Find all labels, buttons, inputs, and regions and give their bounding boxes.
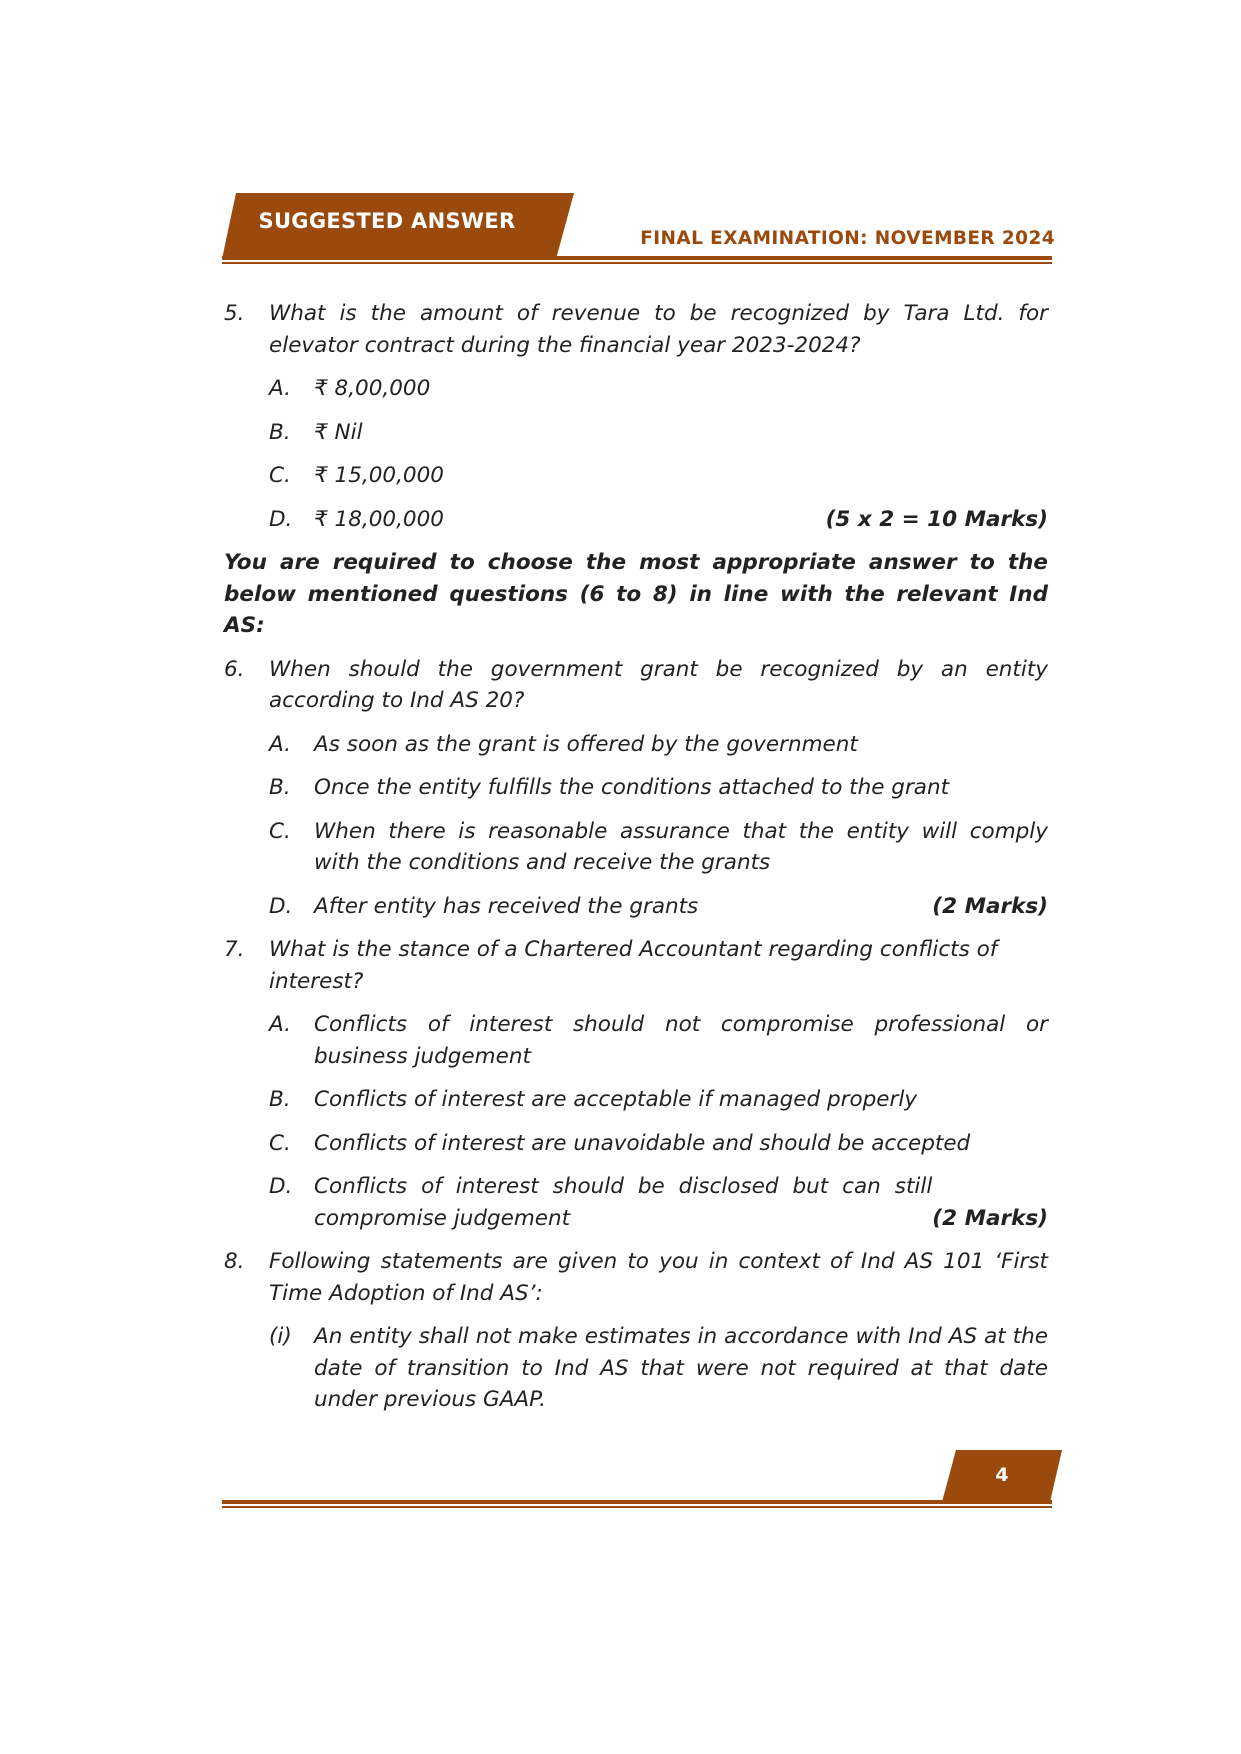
- option-text: ₹ 8,00,000: [314, 376, 431, 401]
- question-8: [224, 1246, 1048, 1309]
- option-text: As soon as the grant is offered by the government: [314, 731, 858, 757]
- option-text: Once the entity fulfills the conditions attached to the grant: [314, 775, 950, 800]
- question-number: 6.: [224, 656, 245, 682]
- option-label: A.: [269, 731, 291, 757]
- option-a: [269, 373, 1048, 405]
- option-label: B.: [269, 419, 291, 445]
- option-text: ₹ 18,00,000: [314, 506, 444, 532]
- question-6: [224, 654, 1048, 717]
- footer-rule: [222, 1500, 1052, 1504]
- question-text: What is the stance of a Chartered Accountant regarding conflicts of interest?: [269, 937, 998, 994]
- instruction-text: You are required to choose the most appropriate answer to the below mentioned questions (6 to 8) in line with the relevant Ind AS:: [224, 550, 1048, 638]
- option-label: A.: [269, 376, 291, 401]
- option-label: B.: [269, 1087, 291, 1112]
- option-c: [269, 460, 1048, 492]
- page-number: 4: [995, 1464, 1009, 1486]
- question-text: When should the government grant be recognized by an entity according to Ind AS 20?: [269, 656, 1048, 713]
- option-label: D.: [269, 1174, 293, 1199]
- option-text: ₹ 15,00,000: [314, 463, 444, 488]
- question-number: 8.: [224, 1249, 245, 1274]
- option-text: Conflicts of interest are unavoidable and should be accepted: [314, 1130, 971, 1156]
- header-rule-thin: [222, 262, 1052, 264]
- option-c: [269, 1128, 1048, 1160]
- statement-label: (i): [269, 1324, 292, 1349]
- option-text: Conflicts of interest should not compromise professional or business judgement: [314, 1012, 1048, 1069]
- option-label: C.: [269, 463, 291, 488]
- option-b: [269, 772, 1048, 804]
- question-number: 5.: [224, 301, 245, 326]
- option-d: [269, 504, 1048, 536]
- page-content: [224, 298, 1048, 1416]
- statement-i: [269, 1321, 1048, 1416]
- option-d: [269, 1171, 1048, 1234]
- question-7: [224, 934, 1048, 997]
- option-text: Conflicts of interest should be disclosed but can still compromise judgement: [314, 1174, 933, 1231]
- footer-rule-thin: [222, 1506, 1052, 1508]
- option-c: [269, 816, 1048, 879]
- question-text: Following statements are given to you in context of Ind AS 101 ‘First Time Adoption of Ind AS’:: [269, 1249, 1048, 1306]
- option-label: D.: [269, 506, 293, 532]
- option-text: ₹ Nil: [314, 419, 363, 445]
- option-a: [269, 1009, 1048, 1072]
- marks-label: (2 Marks): [932, 893, 1048, 919]
- question-5: [224, 298, 1048, 361]
- option-b: [269, 417, 1048, 449]
- option-text: Conflicts of interest are acceptable if managed properly: [314, 1087, 918, 1112]
- question-number: 7.: [224, 937, 245, 962]
- marks-label: (5 x 2 = 10 Marks): [825, 506, 1048, 532]
- option-label: C.: [269, 818, 291, 844]
- question-text: What is the amount of revenue to be recognized by Tara Ltd. for elevator contract during the financial year 2023-2024?: [269, 301, 1048, 358]
- option-d: [269, 891, 1048, 923]
- suggested-answer-label: SUGGESTED ANSWER: [258, 209, 516, 233]
- header-rule: [222, 256, 1052, 260]
- exam-title: FINAL EXAMINATION: NOVEMBER 2024: [640, 228, 1055, 249]
- option-b: [269, 1084, 1048, 1116]
- option-label: C.: [269, 1130, 291, 1156]
- marks-label: (2 Marks): [932, 1205, 1048, 1231]
- statement-text: An entity shall not make estimates in accordance with Ind AS at the date of transition to Ind AS that were not required at that date under previous GAAP.: [314, 1324, 1048, 1412]
- option-a: [269, 729, 1048, 761]
- option-label: A.: [269, 1012, 291, 1037]
- option-text: After entity has received the grants: [314, 893, 699, 919]
- option-label: B.: [269, 775, 291, 800]
- option-label: D.: [269, 893, 293, 919]
- option-text: When there is reasonable assurance that the entity will comply with the conditions and receive the grants: [314, 818, 1048, 875]
